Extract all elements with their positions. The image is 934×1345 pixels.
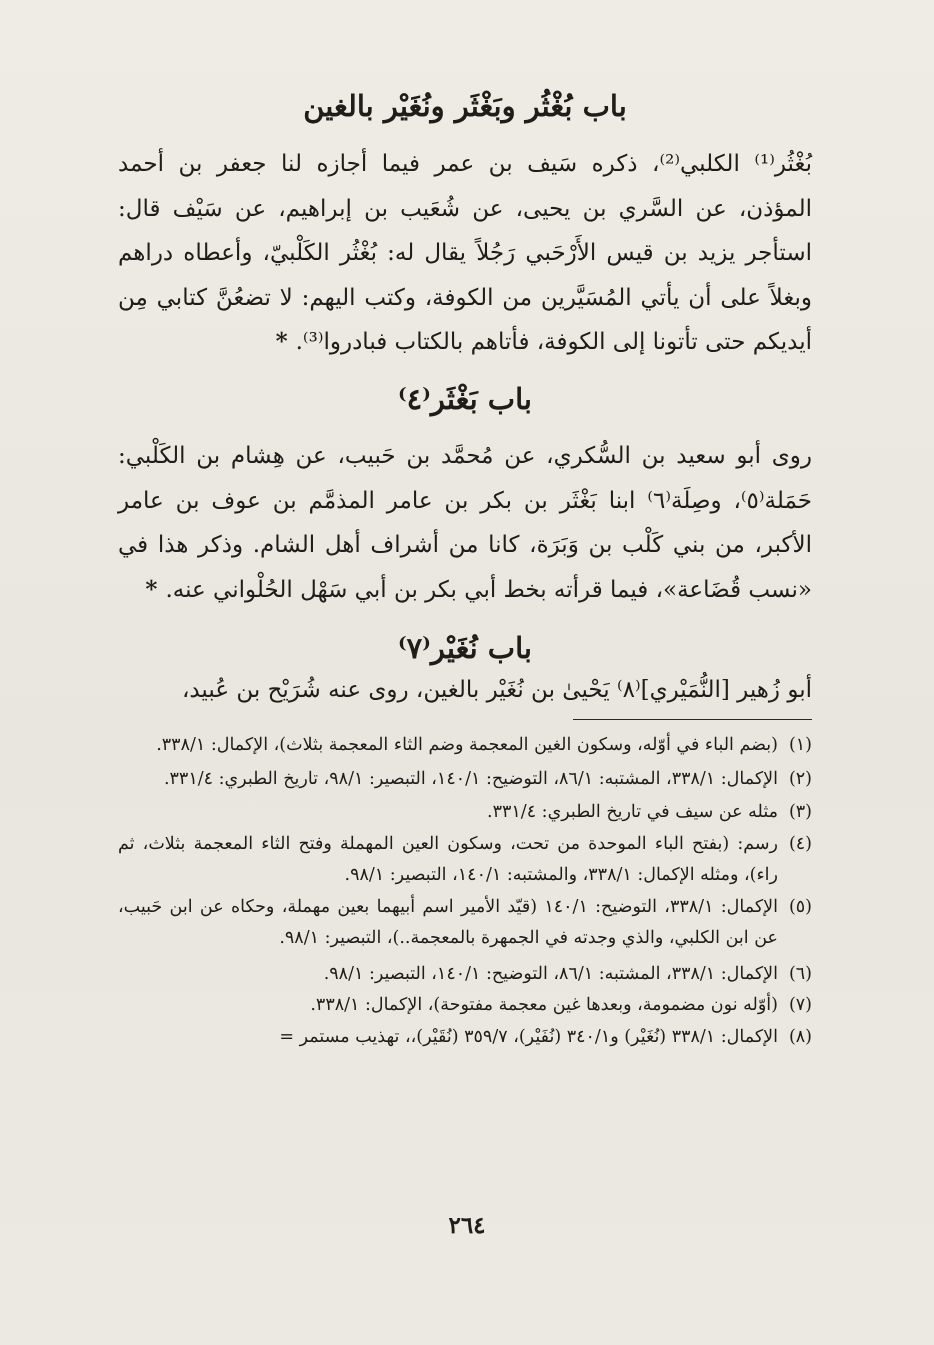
footnote-text: (أوّله نون مضمومة، وبعدها غين معجمة مفتوحة)، الإكمال: ٣٣٨/١.	[310, 995, 778, 1015]
entry-end-star: *	[275, 328, 296, 355]
footnote-text: الإكمال: ٣٣٨/١، المشتبه: ٨٦/١، التوضيح: ١٤٠/١، التبصير: ٩٨/١.	[323, 963, 778, 984]
footnote	[118, 1022, 812, 1054]
footnote-number: (٢)	[788, 768, 812, 789]
footnote-number: (١)	[788, 735, 812, 755]
footnote	[118, 990, 812, 1022]
footnote-number: (٤)	[788, 833, 812, 854]
chapter-heading-bughthur: باب بُغْثُر وبَغْثَر ونُغَيْر بالغين	[303, 89, 627, 123]
entry-bughthur	[118, 142, 812, 365]
entry-end-star: *	[145, 575, 166, 603]
footnote-text: مثله عن سيف في تاريخ الطبري: ٣٣١/٤.	[487, 802, 778, 822]
footnote-number: (٥)	[788, 896, 812, 917]
entry-nughayr: أبو زُهير [النُّمَيْري]⁽٨⁾ يَحْيىٰ بن نُغَيْر بالغين، روى عنه شُرَيْح بن عُبيد،	[181, 677, 812, 703]
footnote-number: (٨)	[788, 1026, 812, 1047]
entry-baghthar	[118, 434, 812, 612]
footnote-text: الإكمال: ٣٣٨/١، المشتبه: ٨٦/١، التوضيح: ١٤٠/١، التبصير: ٩٨/١، تاريخ الطبري: ٣٣١/٤.	[163, 768, 778, 789]
footnote-number: (٧)	[788, 995, 812, 1015]
footnote	[118, 730, 812, 762]
footnotes	[118, 730, 812, 1053]
footnote	[118, 829, 812, 892]
footnote	[118, 892, 812, 955]
page-number: ٢٦٤	[448, 1212, 486, 1239]
footnote-number: (٦)	[788, 963, 812, 984]
chapter-heading-baghthar: باب بَغْثَر⁽٤⁾	[398, 382, 532, 416]
footnote	[118, 797, 812, 829]
chapter-heading-nughayr: باب نُغَيْر⁽٧⁾	[398, 631, 532, 665]
footnote	[118, 959, 812, 991]
footnote-text: الإكمال: ٣٣٨/١ (نُغَيْر) و٣٤٠/١ (نُفَيْر)، ٣٥٩/٧ (نُقَيْر)،، تهذيب مستمر =	[279, 1026, 778, 1047]
footnote	[118, 764, 812, 796]
footnote-text: (بضم الباء في أوّله، وسكون الغين المعجمة وضم الثاء المعجمة بثلاث)، الإكمال: ٣٣٨/١.	[156, 735, 778, 755]
footnote-text: رسم: (بفتح الباء الموحدة من تحت، وسكون العين المهملة وفتح الثاء المعجمة بثلاث، ثم راء)، ومثله الإكمال: ٣٣٨/١، والمشتبه: ١٤٠/١، التبصير: ٩٨/١.	[118, 833, 778, 885]
footnote-divider	[573, 719, 812, 720]
footnote-number: (٣)	[788, 802, 812, 822]
entry-bughthur-text: بُغْثُر⁽¹⁾ الكلبي⁽²⁾، ذكره سَيف بن عمر فيما أجازه لنا جعفر بن أحمد المؤذن، عن السَّري بن يحيى، عن شُعَيب بن إبراهيم، عن سَيْف قال: استأجر يزيد بن قيس الأَرْحَبي رَجُلاً يقال له: بُغْثُر الكَلْبيّ، وأعطاه دراهم وبغلاً على أن يأتي المُسَيَّرين من الكوفة، وكتب اليهم: لا تضعُنَّ كتابي مِن أيديكم حتى تأتونا إلى الكوفة، فأتاهم بالكتاب فبادروا⁽³⁾.	[118, 151, 812, 355]
footnote-text: الإكمال: ٣٣٨/١، التوضيح: ١٤٠/١ (قيّد الأمير اسم أبيهما بعين مهملة، وحكاه عن ابن حَبيب، عن ابن الكلبي، والذي وجدته في الجمهرة بالمعجمة..)، التبصير: ٩٨/١.	[118, 896, 779, 948]
entry-baghthar-text: روى أبو سعيد بن السُّكري، عن مُحمَّد بن حَبيب، عن هِشام بن الكَلْبي: حَمَلة⁽٥⁾، وصِلَة⁽٦⁾ ابنا بَغْثَر بن بكر بن عامر المذمَّم بن عوف بن عامر الأكبر، من بني كَلْب بن وَبَرَة، كانا من أشراف أهل الشام. وذكر هذا في «نسب قُضَاعة»، فيما قرأته بخط أبي بكر بن أبي سَهْل الحُلْواني عنه.	[118, 443, 812, 603]
